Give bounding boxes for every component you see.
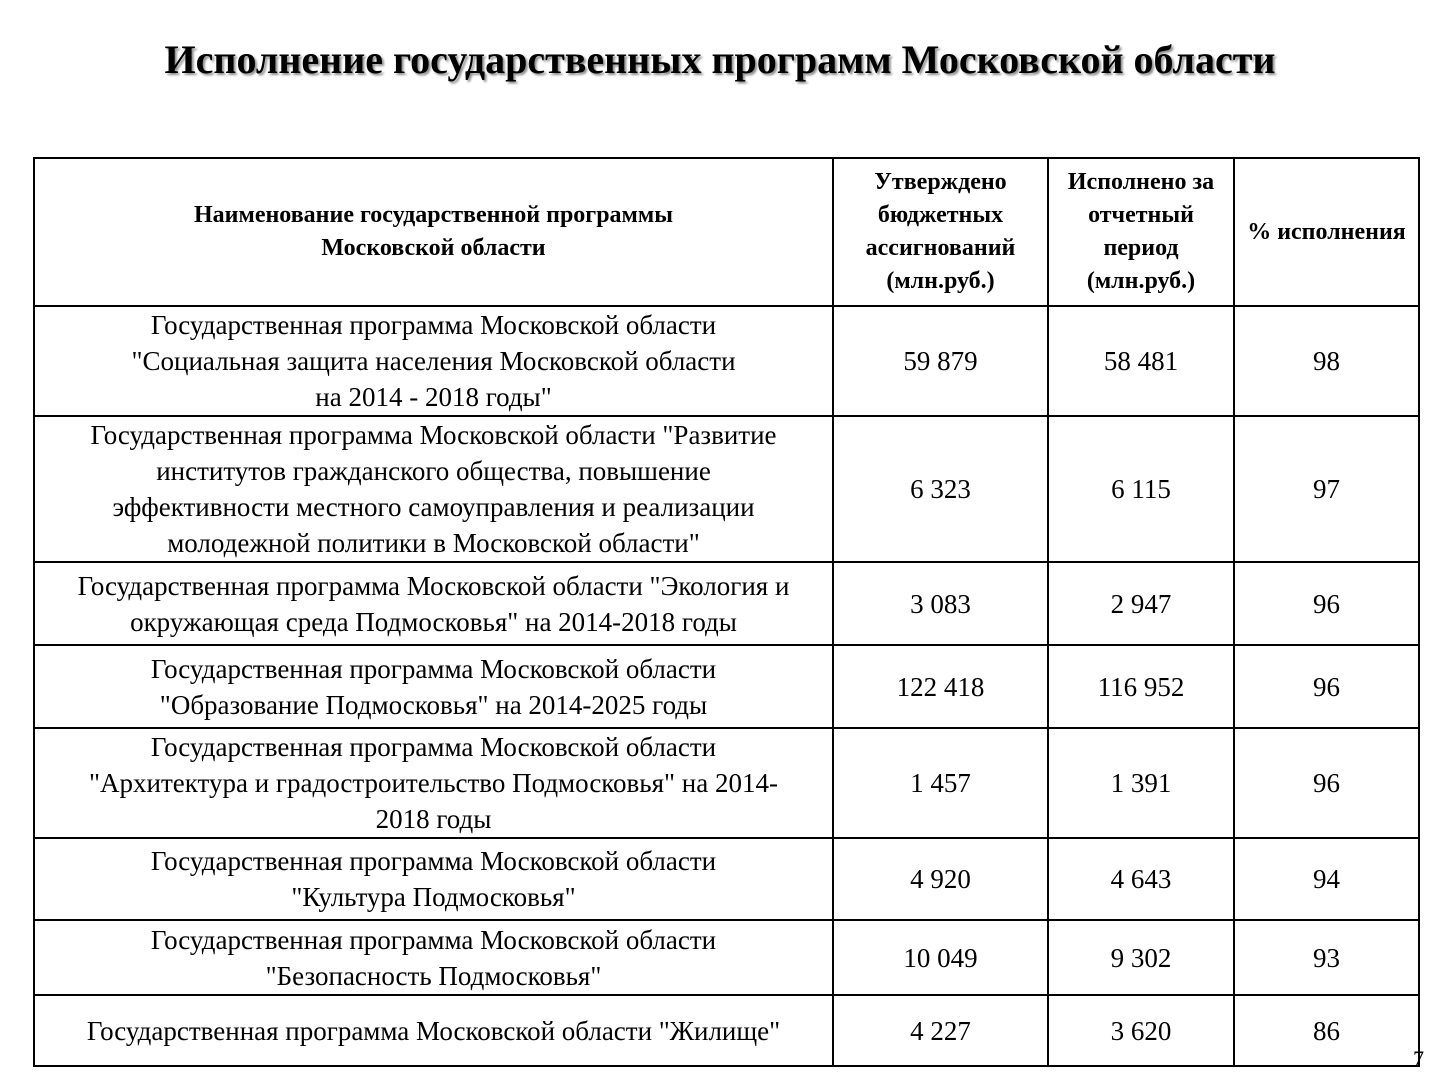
percent-value: 96 [1234,728,1419,838]
approved-value: 4 227 [833,995,1048,1066]
executed-value: 116 952 [1048,645,1234,728]
percent-value: 97 [1234,416,1419,562]
approved-value: 1 457 [833,728,1048,838]
percent-value: 86 [1234,995,1419,1066]
header-program-name: Наименование государственной программы Московской области [34,158,833,306]
percent-value: 98 [1234,306,1419,416]
percent-value: 93 [1234,920,1419,995]
header-approved: Утверждено бюджетных ассигнований (млн.руб.) [833,158,1048,306]
page-number: 7 [1413,1046,1424,1071]
header-executed: Исполнено за отчетный период (млн.руб.) [1048,158,1234,306]
table-row [34,306,1419,416]
page-title: Исполнение государственных программ Московской области [164,37,1276,82]
approved-value: 59 879 [833,306,1048,416]
table-row [34,995,1419,1066]
table-row [34,416,1419,562]
executed-value: 9 302 [1048,920,1234,995]
table-row [34,645,1419,728]
approved-value: 4 920 [833,838,1048,920]
program-name: Государственная программа Московской области "Социальная защита населения Московской области на 2014 - 2018 годы" [34,306,833,416]
approved-value: 3 083 [833,562,1048,645]
table-row [34,920,1419,995]
executed-value: 6 115 [1048,416,1234,562]
percent-value: 96 [1234,562,1419,645]
program-name: Государственная программа Московской области "Безопасность Подмосковья" [34,920,833,995]
program-name: Государственная программа Московской области "Экология и окружающая среда Подмосковья" на 2014-2018 годы [34,562,833,645]
table-row [34,562,1419,645]
table-row [34,838,1419,920]
executed-value: 4 643 [1048,838,1234,920]
table-header-row [34,158,1419,306]
percent-value: 94 [1234,838,1419,920]
executed-value: 58 481 [1048,306,1234,416]
programs-table [33,157,1420,1067]
percent-value: 96 [1234,645,1419,728]
approved-value: 10 049 [833,920,1048,995]
approved-value: 6 323 [833,416,1048,562]
executed-value: 3 620 [1048,995,1234,1066]
table-row [34,728,1419,838]
program-name: Государственная программа Московской области "Образование Подмосковья" на 2014-2025 годы [34,645,833,728]
executed-value: 1 391 [1048,728,1234,838]
header-percent: % исполнения [1234,158,1419,306]
program-name: Государственная программа Московской области "Развитие институтов гражданского общества, повышение эффективности местного самоуправления и реализации молодежной политики в Московской области" [34,416,833,562]
program-name: Государственная программа Московской области "Культура Подмосковья" [34,838,833,920]
program-name: Государственная программа Московской области "Архитектура и градостроительство Подмосковья" на 2014- 2018 годы [34,728,833,838]
program-name: Государственная программа Московской области "Жилище" [34,995,833,1066]
approved-value: 122 418 [833,645,1048,728]
executed-value: 2 947 [1048,562,1234,645]
